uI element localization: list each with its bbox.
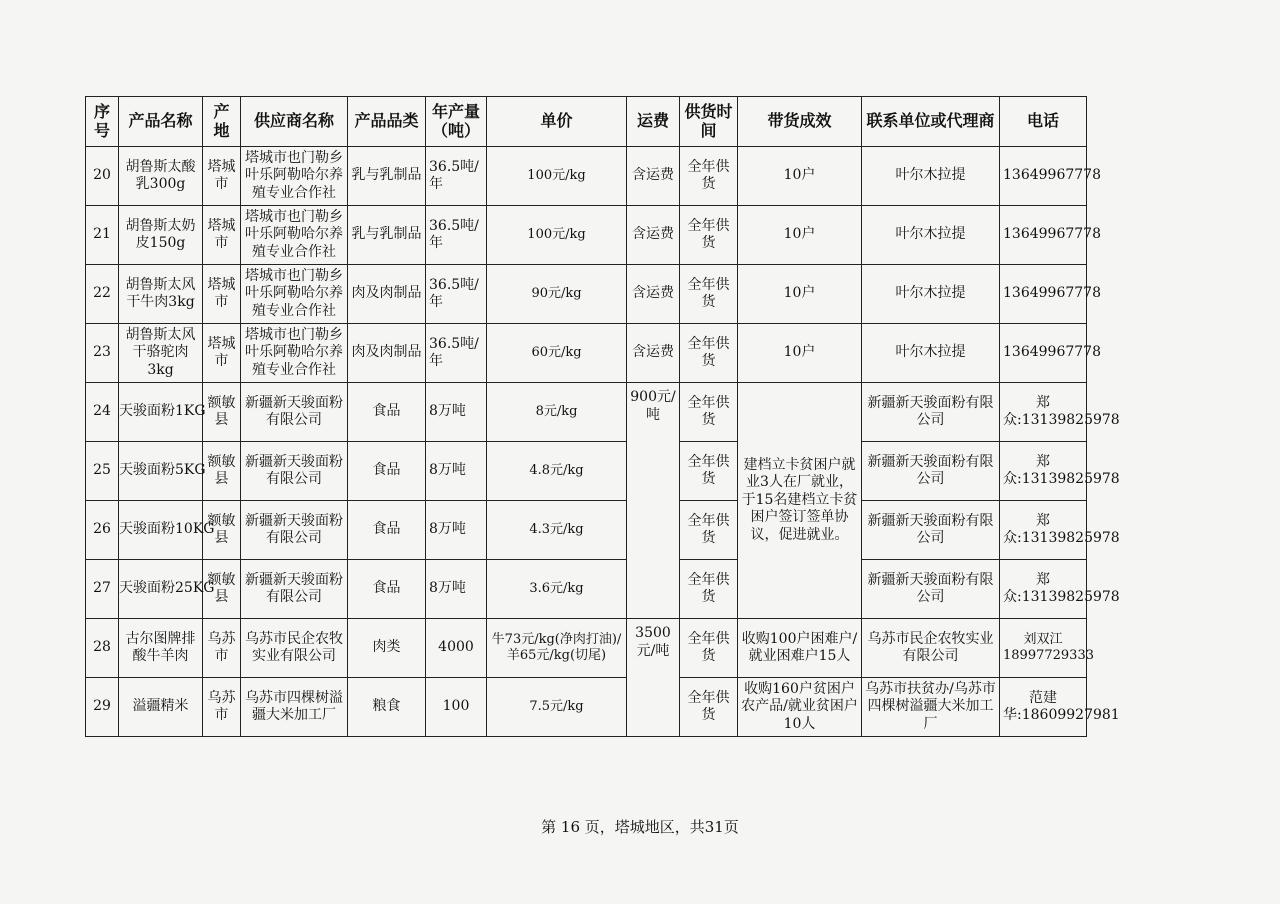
row-number: 20 (86, 147, 119, 206)
header-cell: 带货成效 (738, 97, 862, 147)
origin: 乌苏市 (203, 678, 241, 737)
table-header-row (86, 97, 1087, 147)
header-cell: 供货时间 (680, 97, 738, 147)
phone: 13649967778 (1000, 206, 1087, 265)
product-name: 胡鲁斯太风干骆驼肉3kg (119, 324, 203, 383)
table-row (86, 619, 1087, 678)
phone: 范建华:18609927981 (1000, 678, 1087, 737)
supplier-cell (241, 206, 348, 265)
supplier-name: 乌苏市四棵树溢疆大米加工厂 (241, 678, 348, 737)
phone: 刘双江18997729333 (1000, 619, 1087, 678)
header-cell: 序号 (86, 97, 119, 147)
table-row (86, 678, 1087, 737)
category: 粮食 (348, 678, 426, 737)
header-cell: 产品名称 (119, 97, 203, 147)
supplier-name: 乌苏市民企农牧实业有限公司 (241, 619, 348, 678)
origin: 额敏县 (203, 383, 241, 442)
unit-price: 60元/kg (487, 324, 627, 383)
category: 肉及肉制品 (348, 324, 426, 383)
row-number: 29 (86, 678, 119, 737)
table-row (86, 383, 1087, 442)
freight: 含运费 (627, 265, 680, 324)
annual-output: 100 (426, 678, 487, 737)
origin: 乌苏市 (203, 619, 241, 678)
origin: 塔城市 (203, 147, 241, 206)
contact-unit: 新疆新天骏面粉有限公司 (862, 501, 1000, 560)
contact-unit: 新疆新天骏面粉有限公司 (862, 442, 1000, 501)
annual-output: 8万吨 (426, 442, 487, 501)
row-number: 27 (86, 560, 119, 619)
phone: 郑众:13139825978 (1000, 560, 1087, 619)
category: 食品 (348, 383, 426, 442)
header-cell: 运费 (627, 97, 680, 147)
annual-output: 8万吨 (426, 501, 487, 560)
supply-time: 全年供货 (680, 383, 738, 442)
product-name: 古尔图牌排酸牛羊肉 (119, 619, 203, 678)
product-name: 溢疆精米 (119, 678, 203, 737)
contact-unit: 叶尔木拉提 (862, 147, 1000, 206)
annual-output: 8万吨 (426, 383, 487, 442)
product-name: 胡鲁斯太酸乳300g (119, 147, 203, 206)
supplier-cell (241, 324, 348, 383)
row-number: 22 (86, 265, 119, 324)
row-number: 23 (86, 324, 119, 383)
freight: 含运费 (627, 206, 680, 265)
contact-unit: 新疆新天骏面粉有限公司 (862, 383, 1000, 442)
origin: 塔城市 (203, 206, 241, 265)
category: 食品 (348, 501, 426, 560)
supplier-name: 塔城市也门勒乡叶乐阿勒哈尔养殖专业合作社 (245, 149, 343, 201)
row-number: 28 (86, 619, 119, 678)
supplier-name: 新疆新天骏面粉有限公司 (241, 501, 348, 560)
header-cell: 电话 (1000, 97, 1087, 147)
table-row (86, 442, 1087, 501)
category: 乳与乳制品 (348, 206, 426, 265)
contact-unit: 叶尔木拉提 (862, 206, 1000, 265)
annual-output: 36.5吨/年 (426, 147, 487, 206)
freight-merged: 3500元/吨 (627, 619, 680, 737)
annual-output: 36.5吨/年 (426, 324, 487, 383)
phone: 13649967778 (1000, 265, 1087, 324)
table-row (86, 265, 1087, 324)
category: 乳与乳制品 (348, 147, 426, 206)
category: 食品 (348, 442, 426, 501)
freight: 含运费 (627, 324, 680, 383)
annual-output: 36.5吨/年 (426, 265, 487, 324)
unit-price: 8元/kg (487, 383, 627, 442)
table-row (86, 560, 1087, 619)
product-table (85, 96, 1120, 737)
unit-price: 7.5元/kg (487, 678, 627, 737)
poverty-effect: 10户 (738, 324, 862, 383)
annual-output: 8万吨 (426, 560, 487, 619)
supply-time: 全年供货 (680, 560, 738, 619)
product-name: 天骏面粉1KG (119, 383, 203, 442)
header-cell: 产品品类 (348, 97, 426, 147)
supply-time: 全年供货 (680, 324, 738, 383)
product-name: 天骏面粉10KG (119, 501, 203, 560)
contact-unit: 叶尔木拉提 (862, 265, 1000, 324)
supply-time: 全年供货 (680, 206, 738, 265)
unit-price: 100元/kg (487, 147, 627, 206)
header-cell: 单价 (487, 97, 627, 147)
table-row (86, 206, 1087, 265)
product-name: 天骏面粉5KG (119, 442, 203, 501)
product-name: 天骏面粉25KG (119, 560, 203, 619)
header-cell: 产地 (203, 97, 241, 147)
supply-time: 全年供货 (680, 265, 738, 324)
poverty-effect-merged: 建档立卡贫困户就业3人在厂就业，于15名建档立卡贫困户签订签单协议，促进就业。 (738, 383, 862, 619)
freight: 含运费 (627, 147, 680, 206)
product-name: 胡鲁斯太风干牛肉3kg (119, 265, 203, 324)
table-row (86, 147, 1087, 206)
phone: 13649967778 (1000, 324, 1087, 383)
unit-price: 100元/kg (487, 206, 627, 265)
supplier-cell (241, 265, 348, 324)
category: 肉类 (348, 619, 426, 678)
supplier-name: 塔城市也门勒乡叶乐阿勒哈尔养殖专业合作社 (245, 326, 343, 378)
contact-unit: 新疆新天骏面粉有限公司 (862, 560, 1000, 619)
supplier-name: 塔城市也门勒乡叶乐阿勒哈尔养殖专业合作社 (245, 208, 343, 260)
row-number: 24 (86, 383, 119, 442)
unit-price: 牛73元/kg(净肉打油)/羊65元/kg(切尾) (487, 619, 627, 678)
header-cell: 年产量（吨） (426, 97, 487, 147)
annual-output: 36.5吨/年 (426, 206, 487, 265)
supply-time: 全年供货 (680, 678, 738, 737)
unit-price: 3.6元/kg (487, 560, 627, 619)
row-number: 26 (86, 501, 119, 560)
supplier-cell (241, 147, 348, 206)
row-number: 25 (86, 442, 119, 501)
origin: 额敏县 (203, 442, 241, 501)
contact-unit: 乌苏市扶贫办/乌苏市四棵树溢疆大米加工厂 (862, 678, 1000, 737)
poverty-effect: 10户 (738, 206, 862, 265)
phone: 郑众:13139825978 (1000, 501, 1087, 560)
header-cell: 供应商名称 (241, 97, 348, 147)
product-name: 胡鲁斯太奶皮150g (119, 206, 203, 265)
origin: 额敏县 (203, 560, 241, 619)
category: 肉及肉制品 (348, 265, 426, 324)
phone: 郑众:13139825978 (1000, 442, 1087, 501)
supplier-name: 新疆新天骏面粉有限公司 (241, 442, 348, 501)
contact-unit: 乌苏市民企农牧实业有限公司 (862, 619, 1000, 678)
header-cell: 联系单位或代理商 (862, 97, 1000, 147)
table-row (86, 324, 1087, 383)
row-number: 21 (86, 206, 119, 265)
annual-output: 4000 (426, 619, 487, 678)
supplier-name: 塔城市也门勒乡叶乐阿勒哈尔养殖专业合作社 (245, 267, 343, 319)
poverty-effect: 10户 (738, 265, 862, 324)
page-footer: 第 16 页，塔城地区，共31页 (541, 818, 739, 836)
supply-time: 全年供货 (680, 442, 738, 501)
freight-merged: 900元/吨 (627, 383, 680, 619)
supply-time: 全年供货 (680, 147, 738, 206)
poverty-effect: 收购160户贫困户农产品/就业贫困户10人 (738, 678, 862, 737)
phone: 郑众:13139825978 (1000, 383, 1087, 442)
supplier-name: 新疆新天骏面粉有限公司 (241, 560, 348, 619)
table-row (86, 501, 1087, 560)
contact-unit: 叶尔木拉提 (862, 324, 1000, 383)
category: 食品 (348, 560, 426, 619)
supply-time: 全年供货 (680, 501, 738, 560)
unit-price: 4.8元/kg (487, 442, 627, 501)
supply-time: 全年供货 (680, 619, 738, 678)
unit-price: 90元/kg (487, 265, 627, 324)
origin: 塔城市 (203, 265, 241, 324)
phone: 13649967778 (1000, 147, 1087, 206)
supplier-name: 新疆新天骏面粉有限公司 (241, 383, 348, 442)
origin: 塔城市 (203, 324, 241, 383)
unit-price: 4.3元/kg (487, 501, 627, 560)
poverty-effect: 收购100户困难户/就业困难户15人 (738, 619, 862, 678)
poverty-effect: 10户 (738, 147, 862, 206)
origin: 额敏县 (203, 501, 241, 560)
